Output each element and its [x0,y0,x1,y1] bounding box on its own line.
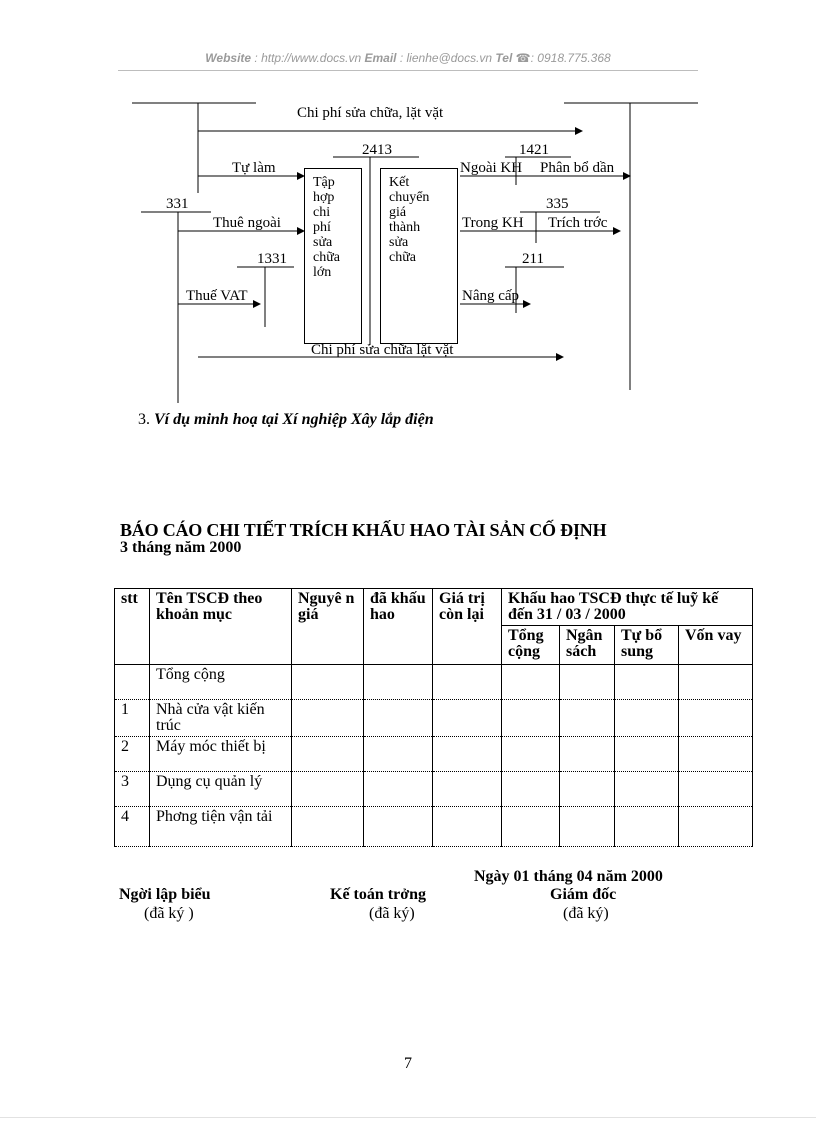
email-label: Email [364,51,397,65]
cell-name: Máy móc thiết bị [150,737,292,772]
col-header-stt: stt [115,589,150,665]
website-url[interactable]: : http://www.docs.vn [254,51,362,65]
signature-preparer [119,886,211,904]
label-top-cost: Chi phí sửa chữa, lặt vặt [297,105,444,121]
box-left-line: phí [313,220,331,235]
cell-name: Phơng tiện vận tải [150,807,292,847]
box-left-line: Tập [313,175,335,190]
label-tu-lam: Tự làm [232,160,276,176]
box-right-line: chữa [389,250,417,265]
preparer-signed: (đã ký ) [144,905,194,922]
box-left-line: lớn [313,265,332,280]
box-right-line: Kết [389,175,410,190]
box-tap-hop-chi-phi [304,168,362,344]
cell-stt: 3 [115,772,150,807]
cell-stt: 2 [115,737,150,772]
section-heading [138,411,434,429]
report-date [474,868,663,886]
section-title: Ví dụ minh hoạ tại Xí nghiệp Xây lắp điện [154,411,434,428]
col-header-name: Tên TSCĐ theo khoản mục [150,589,292,665]
col-header-gia-tri-con-lai: Giá trị còn lại [433,589,502,665]
director-title: Giám đốc [550,886,617,903]
cell-name: Dụng cụ quản lý [150,772,292,807]
report-title: BÁO CÁO CHI TIẾT TRÍCH KHẤU HAO TÀI SẢN CỐ ĐỊNH [120,520,607,540]
phone-icon: ☎ [515,51,531,65]
box-right-line: giá [389,205,407,220]
label-acct-1331: 1331 [257,251,287,267]
report-subtitle: 3 tháng năm 2000 [120,539,242,556]
col-header-da-khau-hao: đã khấu hao [364,589,433,665]
signature-accountant [330,886,426,904]
label-trong-kh: Trong KH [462,215,524,231]
label-nang-cap: Nâng cấp [462,288,520,304]
col-header-nguyen-gia: Nguyê n giá [292,589,364,665]
accountant-signed: (đã ký) [369,905,415,922]
box-right-line: sửa [389,235,409,250]
col-header-tong-cong: Tổng cộng [502,626,560,665]
table-row [115,700,753,737]
label-ngoai-kh: Ngoài KH [460,160,523,176]
box-left-line: chi [313,205,331,220]
cell-stt: 4 [115,807,150,847]
signature-director [550,886,616,904]
tel-label: Tel [495,51,513,65]
email-address[interactable]: : lienhe@docs.vn [399,51,493,65]
footer-divider [0,1117,816,1118]
preparer-title: Ngời lập biểu [119,886,211,903]
label-acct-335: 335 [546,196,569,212]
label-acct-331: 331 [166,196,189,212]
label-acct-2413: 2413 [362,142,392,158]
label-bottom-cost: Chi phí sửa chữa lặt vặt [311,342,454,358]
col-header-khau-hao: Khấu hao TSCĐ thực tế luỹ kế đến 31 / 03 / 2000 [502,589,753,626]
table-row [115,807,753,847]
box-ket-chuyen-gia-thanh [380,168,458,344]
report-date-text: Ngày 01 tháng 04 năm 2000 [474,868,663,885]
col-header-von-vay: Vốn vay [679,626,753,665]
box-left-line: chữa [313,250,341,265]
accountant-title: Kế toán trởng [330,886,426,903]
box-right-line: chuyển [389,190,430,205]
label-phan-bo-dan: Phân bổ dần [540,160,615,176]
cell-stt [115,665,150,700]
label-acct-211: 211 [522,251,544,267]
cell-name: Nhà cửa vật kiến trúc [150,700,292,737]
box-left-line: hợp [313,190,335,205]
cell-name: Tổng cộng [150,665,292,700]
table-row [115,665,753,700]
label-acct-1421: 1421 [519,142,549,158]
col-header-tu-bo-sung: Tự bổ sung [615,626,679,665]
section-number: 3. [138,411,150,428]
depreciation-table [114,588,753,847]
table-row [115,737,753,772]
page-number: 7 [404,1055,412,1072]
label-thue-ngoai: Thuê ngoài [213,215,281,231]
col-header-ngan-sach: Ngân sách [560,626,615,665]
cell-stt: 1 [115,700,150,737]
label-trich-truoc: Trích trớc [548,215,608,231]
website-label: Website [205,51,252,65]
tel-number: : 0918.775.368 [530,51,611,65]
box-right-line: thành [389,220,421,235]
table-row [115,772,753,807]
director-signed: (đã ký) [563,905,609,922]
box-left-line: sửa [313,235,333,250]
label-thue-vat: Thuế VAT [186,288,248,304]
